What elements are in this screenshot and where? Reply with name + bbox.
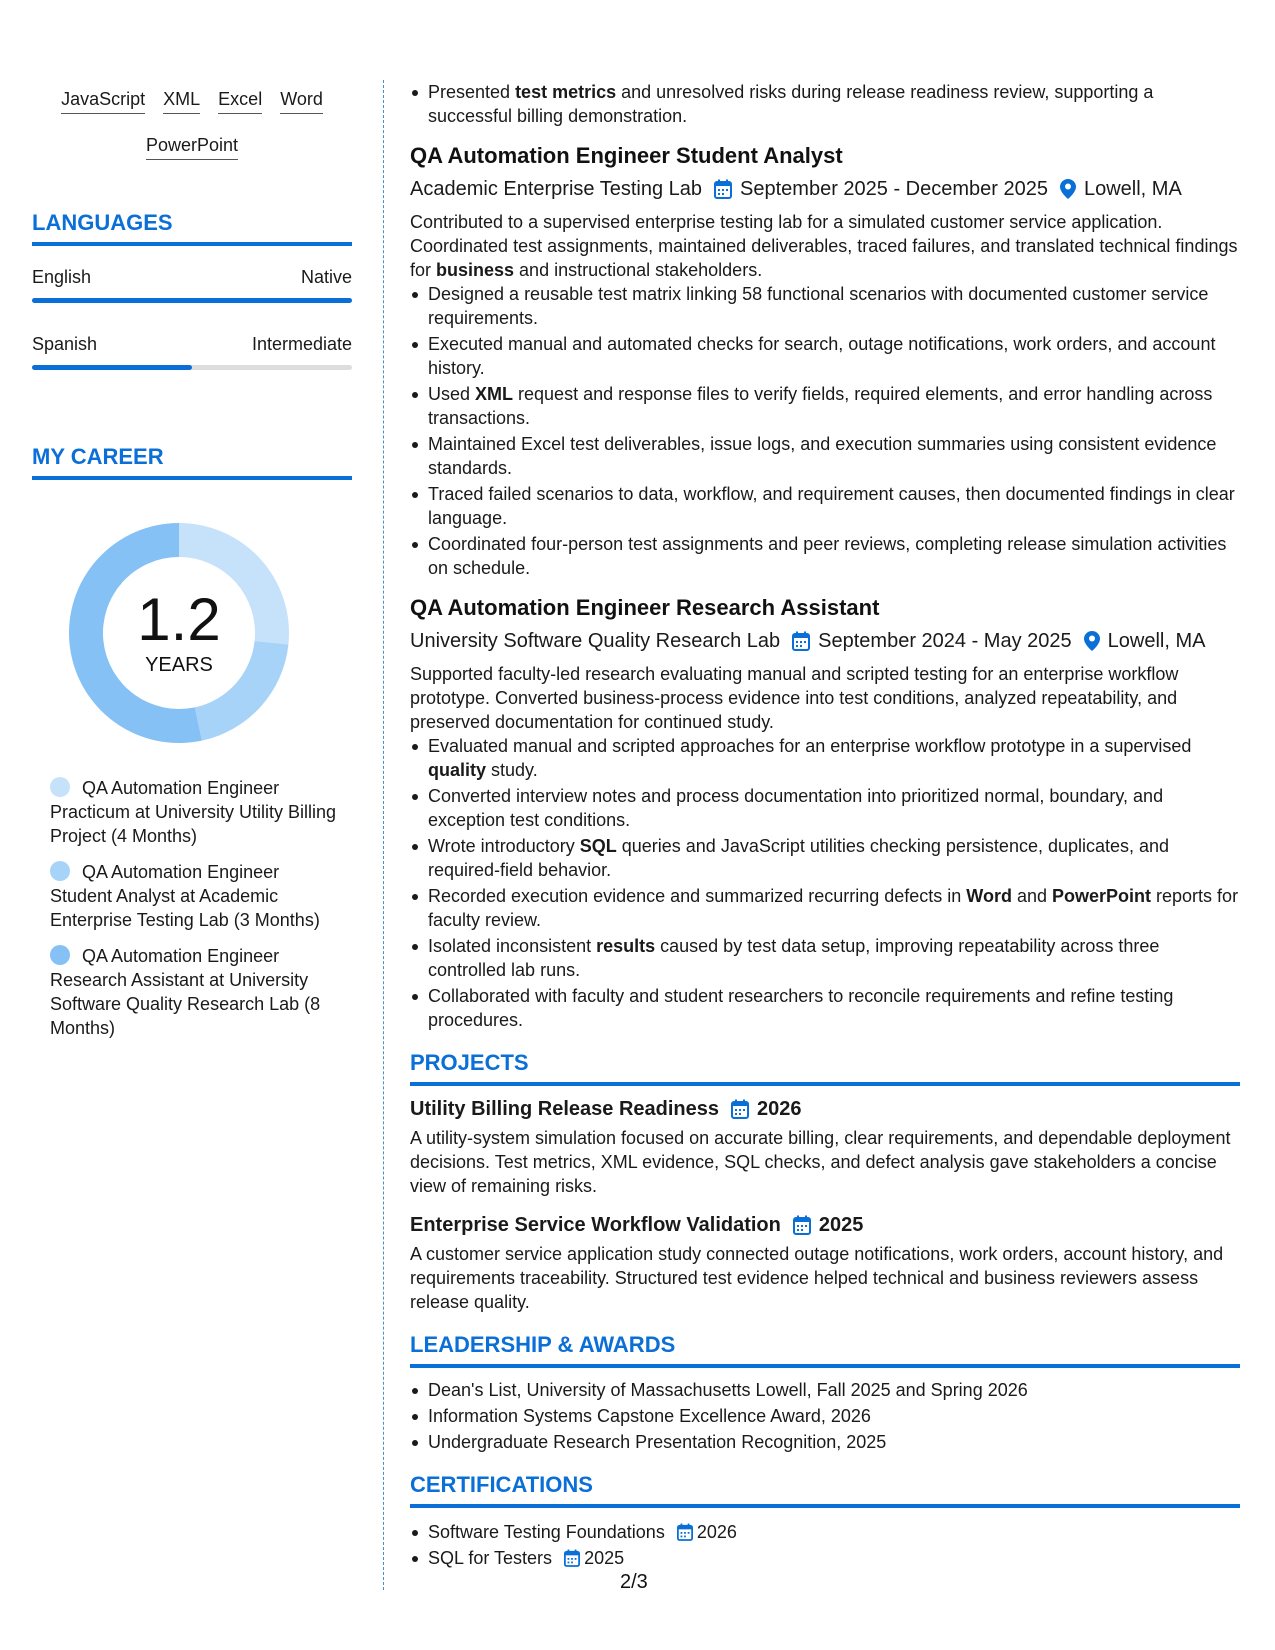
experience-bullet: Designed a reusable test matrix linking 58 functional scenarios with documented customer service requirements. (410, 282, 1240, 330)
language-name: Spanish (32, 334, 98, 354)
career-legend-label: QA Automation Engineer Practicum at University Utility Billing Project (4 Months) (50, 778, 337, 846)
language-level: Intermediate (251, 334, 352, 354)
award-item: Information Systems Capstone Excellence Award, 2026 (410, 1404, 1240, 1428)
skill-tag: XML (163, 88, 200, 114)
project-year: 2026 (757, 1098, 802, 1120)
job-dates: September 2024 - May 2025 (818, 630, 1072, 652)
calendar-icon (792, 631, 810, 651)
skills-list (32, 80, 352, 160)
project-entry (410, 1096, 1240, 1198)
legend-dot-icon (50, 861, 70, 881)
awards-list (410, 1378, 1240, 1454)
certification-item (410, 1520, 1240, 1544)
experience-bullet: Maintained Excel test deliverables, issue logs, and execution summaries using consistent evidence standards. (410, 432, 1240, 480)
language-name: English (32, 267, 92, 287)
job-location: Lowell, MA (1107, 630, 1206, 652)
experience-bullet: Presented test metrics and unresolved risks during release readiness review, supporting a successful billing demonstration. (410, 80, 1240, 128)
job-bullets (410, 282, 1240, 580)
job-bullets (410, 734, 1240, 1032)
career-legend-label: QA Automation Engineer Student Analyst at Academic Enterprise Testing Lab (3 Months) (50, 862, 320, 930)
location-pin-icon (1060, 179, 1076, 199)
certifications-list (410, 1520, 1240, 1570)
skill-tag: Word (280, 88, 323, 114)
languages-heading: LANGUAGES (32, 210, 352, 246)
experience-bullet: Collaborated with faculty and student researchers to reconcile requirements and refine testing procedures. (410, 984, 1240, 1032)
job-entry (410, 142, 1240, 580)
certifications-heading: CERTIFICATIONS (410, 1472, 1240, 1508)
language-level: Native (300, 267, 352, 287)
career-heading: MY CAREER (32, 444, 352, 480)
job-title: QA Automation Engineer Student Analyst (410, 143, 843, 168)
job-location: Lowell, MA (1083, 178, 1182, 200)
experience-bullet: Used XML request and response files to verify fields, required elements, and error handling across transactions. (410, 382, 1240, 430)
experience-bullet: Evaluated manual and scripted approaches for an enterprise workflow prototype in a supervised quality study. (410, 734, 1240, 782)
job-title: QA Automation Engineer Research Assistant (410, 595, 880, 620)
carry-over-bullets (410, 80, 1240, 128)
job-dates: September 2025 - December 2025 (740, 178, 1048, 200)
experience-bullet: Converted interview notes and process documentation into prioritized normal, boundary, and exception test conditions. (410, 784, 1240, 832)
job-description: Contributed to a supervised enterprise testing lab for a simulated customer service application. Coordinated test assignments, maintained deliverables, traced failures, and translated technical findings for business and instructional stakeholders. (410, 212, 1238, 280)
career-legend-label: QA Automation Engineer Research Assistant at University Software Quality Research Lab (8 Months) (50, 946, 321, 1038)
projects-heading: PROJECTS (410, 1050, 1240, 1086)
career-legend-item (50, 944, 340, 1040)
award-item: Dean's List, University of Massachusetts Lowell, Fall 2025 and Spring 2026 (410, 1378, 1240, 1402)
experience-bullet: Recorded execution evidence and summarized recurring defects in Word and PowerPoint reports for faculty review. (410, 884, 1240, 932)
language-bar-fill (32, 365, 192, 370)
project-entry (410, 1212, 1240, 1314)
experience-bullet: Executed manual and automated checks for search, outage notifications, work orders, and account history. (410, 332, 1240, 380)
language-bar (32, 365, 352, 370)
job-description: Supported faculty-led research evaluating manual and scripted testing for an enterprise workflow prototype. Converted business-process evidence into test conditions, analyzed repeatability, and preserved documentation for continued study. (410, 664, 1179, 732)
page-number: 2/3 (620, 1571, 648, 1593)
skill-tag: JavaScript (61, 88, 145, 114)
calendar-icon (714, 179, 732, 199)
experience-bullet: Wrote introductory SQL queries and JavaScript utilities checking persistence, duplicates, and required-field behavior. (410, 834, 1240, 882)
legend-dot-icon (50, 777, 70, 797)
experience-bullet: Traced failed scenarios to data, workflow, and requirement causes, then documented findings in clear language. (410, 482, 1240, 530)
certification-item (410, 1546, 1240, 1570)
calendar-icon (731, 1099, 749, 1119)
career-total-value: 1.2 (137, 586, 221, 653)
project-title-row (410, 1096, 1240, 1122)
left-column (32, 80, 352, 1052)
certification-year: 2025 (584, 1548, 625, 1568)
career-legend (32, 776, 352, 1040)
project-description: A customer service application study connected outage notifications, work orders, account history, and requirements traceability. Structured test evidence helped technical and business reviewers assess release quality. (410, 1244, 1224, 1312)
certification-name: SQL for Testers (428, 1548, 553, 1568)
job-meta (410, 628, 1240, 654)
project-description: A utility-system simulation focused on accurate billing, clear requirements, and dependable deployment decisions. Test metrics, XML evidence, SQL checks, and defect analysis gave stakeholders a concise view of remaining risks. (410, 1128, 1231, 1196)
experience-bullet: Coordinated four-person test assignments and peer reviews, completing release simulation activities on schedule. (410, 532, 1240, 580)
calendar-icon (793, 1215, 811, 1235)
skill-tag: Excel (218, 88, 262, 114)
career-legend-item (50, 776, 340, 848)
project-title-row (410, 1212, 1240, 1238)
job-entry (410, 594, 1240, 1032)
skill-tag: PowerPoint (146, 134, 238, 160)
certification-year: 2026 (696, 1522, 737, 1542)
calendar-icon (677, 1523, 693, 1541)
job-meta (410, 176, 1240, 202)
job-organization: University Software Quality Research Lab (410, 630, 781, 652)
language-bar (32, 298, 352, 303)
right-column (410, 80, 1240, 1572)
experience-bullet: Isolated inconsistent results caused by test data setup, improving repeatability across three controlled lab runs. (410, 934, 1240, 982)
language-bar-fill (32, 298, 352, 303)
location-pin-icon (1084, 631, 1100, 651)
career-donut-chart (66, 520, 292, 746)
project-title: Enterprise Service Workflow Validation (410, 1214, 781, 1236)
language-item (32, 333, 352, 370)
legend-dot-icon (50, 945, 70, 965)
language-item (32, 266, 352, 303)
career-legend-item (50, 860, 340, 932)
awards-heading: LEADERSHIP & AWARDS (410, 1332, 1240, 1368)
project-title: Utility Billing Release Readiness (410, 1098, 719, 1120)
project-year: 2025 (818, 1214, 864, 1236)
career-total-unit: YEARS (145, 654, 213, 676)
calendar-icon (564, 1549, 580, 1567)
job-organization: Academic Enterprise Testing Lab (410, 178, 703, 200)
certification-name: Software Testing Foundations (428, 1522, 665, 1542)
column-divider (383, 80, 384, 1590)
award-item: Undergraduate Research Presentation Recognition, 2025 (410, 1430, 1240, 1454)
